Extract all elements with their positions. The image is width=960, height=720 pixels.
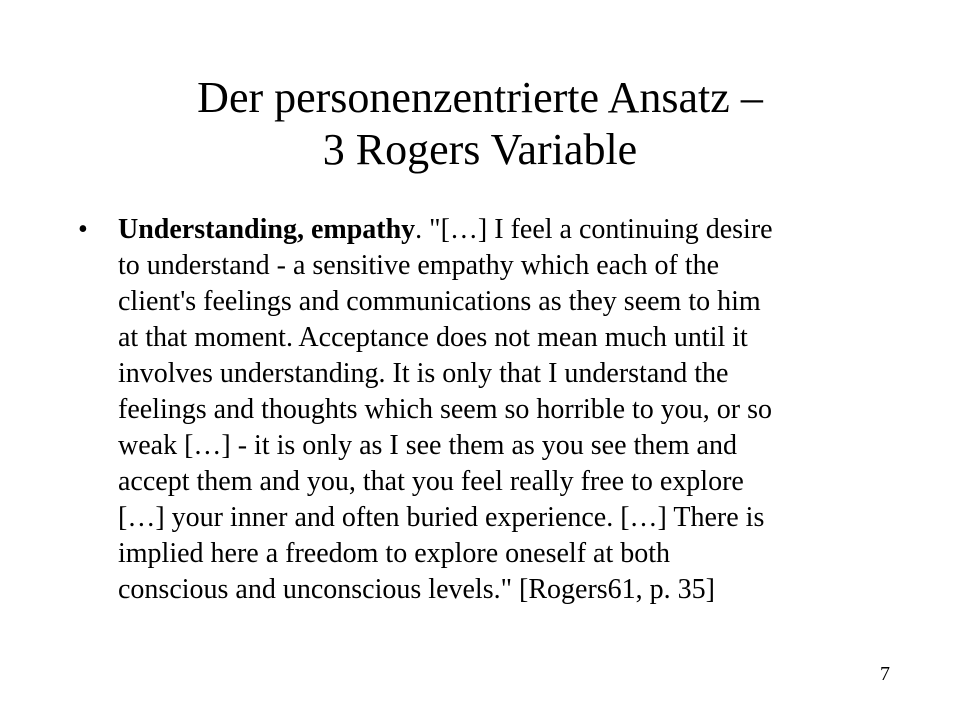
bullet-line-1 xyxy=(118,212,878,248)
bullet-line-11: conscious and unconscious levels." [Rogers61, p. 35] xyxy=(118,574,715,605)
bullet-line-5: involves understanding. It is only that I understand the xyxy=(118,358,729,389)
bullet-line-4: at that moment. Acceptance does not mean much until it xyxy=(118,322,748,353)
bullet-line-9: […] your inner and often buried experience. […] There is xyxy=(118,502,765,533)
slide-title-line-2: 3 Rogers Variable xyxy=(322,125,638,174)
bullet-line-7: weak […] - it is only as I see them as you see them and xyxy=(118,430,737,461)
slide-title-line-1: Der personenzentrierte Ansatz – xyxy=(197,73,763,122)
bullet-text xyxy=(118,212,878,608)
bullet-line-3: client's feelings and communications as they seem to him xyxy=(118,286,761,317)
bullet-line-1-rest: . "[…] I feel a continuing desire xyxy=(415,214,773,245)
bullet-line-8: accept them and you, that you feel really free to explore xyxy=(118,466,744,497)
bullet-lead: Understanding, empathy xyxy=(118,214,416,245)
slide-title xyxy=(80,72,880,176)
bullet-marker: • xyxy=(78,214,88,245)
bullet-line-6: feelings and thoughts which seem so horrible to you, or so xyxy=(118,394,773,425)
bullet-line-2: to understand - a sensitive empathy which each of the xyxy=(118,250,720,281)
bullet-line-10: implied here a freedom to explore oneself at both xyxy=(118,538,671,569)
page-number: 7 xyxy=(880,663,890,685)
